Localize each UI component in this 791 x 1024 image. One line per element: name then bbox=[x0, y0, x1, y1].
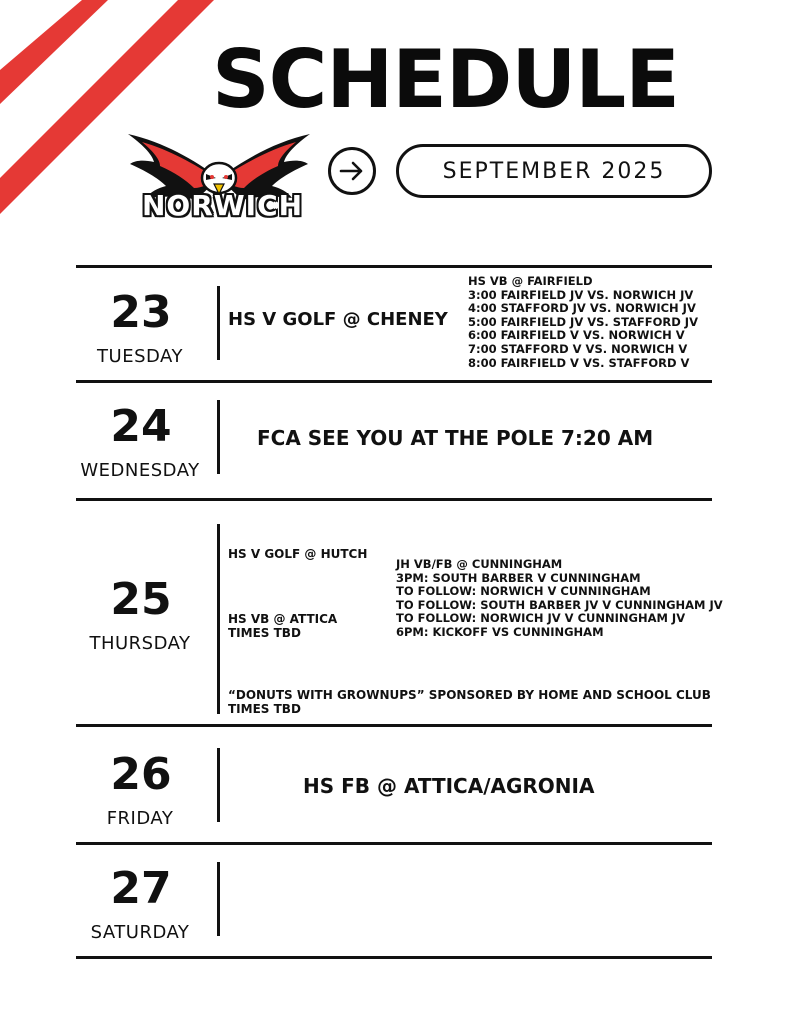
event-details-title: HS VB @ FAIRFIELD bbox=[468, 274, 593, 288]
day-name-saturday: SATURDAY bbox=[90, 922, 190, 943]
month-label bbox=[396, 144, 712, 198]
row-divider bbox=[76, 498, 712, 501]
event-donuts-title: “DONUTS WITH GROWNUPS” SPONSORED BY HOME AND SCHOOL CLUB bbox=[228, 688, 711, 702]
event-detail-line: 3:00 FAIRFIELD JV VS. NORWICH JV bbox=[468, 287, 694, 302]
event-donuts-times: TIMES TBD bbox=[228, 701, 301, 716]
day-name-friday: FRIDAY bbox=[106, 808, 174, 829]
row-divider bbox=[76, 956, 712, 959]
arrow-right-icon bbox=[339, 161, 365, 181]
event-fb-attica: HS FB @ ATTICA/AGRONIA bbox=[303, 774, 595, 798]
day-name-thursday: THURSDAY bbox=[89, 633, 191, 654]
event-detail-line: 8:00 FAIRFIELD V VS. STAFFORD V bbox=[468, 355, 690, 370]
event-jh-line: 6PM: KICKOFF VS CUNNINGHAM bbox=[396, 624, 604, 639]
logo-wordmark: NORWICH bbox=[142, 189, 304, 222]
event-donuts bbox=[228, 689, 711, 716]
event-jh-title: JH VB/FB @ CUNNINGHAM bbox=[396, 557, 563, 571]
month-text: SEPTEMBER 2025 bbox=[442, 158, 666, 184]
event-jh-line: 3PM: SOUTH BARBER V CUNNINGHAM bbox=[396, 570, 641, 585]
day-number-24: 24 bbox=[110, 401, 172, 452]
event-jh-cunningham bbox=[396, 558, 723, 640]
event-details-vb-fairfield bbox=[468, 275, 698, 370]
event-vb-attica-times: TIMES TBD bbox=[228, 625, 301, 640]
event-detail-line: 5:00 FAIRFIELD JV VS. STAFFORD JV bbox=[468, 314, 698, 329]
row-divider bbox=[76, 842, 712, 845]
day-name-wednesday: WEDNESDAY bbox=[80, 460, 200, 481]
event-fca-pole: FCA SEE YOU AT THE POLE 7:20 AM bbox=[257, 426, 654, 450]
row-divider bbox=[76, 380, 712, 383]
column-divider bbox=[217, 524, 220, 714]
event-jh-line: TO FOLLOW: NORWICH JV V CUNNINGHAM JV bbox=[396, 611, 686, 626]
event-detail-line: 6:00 FAIRFIELD V VS. NORWICH V bbox=[468, 328, 685, 343]
row-divider bbox=[76, 265, 712, 268]
event-detail-line: 4:00 STAFFORD JV VS. NORWICH JV bbox=[468, 301, 696, 316]
day-number-25: 25 bbox=[110, 574, 172, 625]
next-arrow-button[interactable] bbox=[328, 147, 376, 195]
event-jh-line: TO FOLLOW: NORWICH V CUNNINGHAM bbox=[396, 584, 651, 599]
day-name-tuesday: TUESDAY bbox=[97, 346, 183, 367]
event-golf-hutch: HS V GOLF @ HUTCH bbox=[228, 547, 368, 561]
row-divider bbox=[76, 724, 712, 727]
event-jh-line: TO FOLLOW: SOUTH BARBER JV V CUNNINGHAM JV bbox=[396, 597, 723, 612]
day-number-23: 23 bbox=[110, 287, 172, 338]
day-number-26: 26 bbox=[110, 749, 172, 800]
event-detail-line: 7:00 STAFFORD V VS. NORWICH V bbox=[468, 341, 688, 356]
day-number-27: 27 bbox=[110, 863, 172, 914]
page-title: SCHEDULE bbox=[212, 33, 679, 126]
event-vb-attica bbox=[228, 613, 337, 640]
event-vb-attica-title: HS VB @ ATTICA bbox=[228, 612, 338, 626]
event-golf-cheney: HS V GOLF @ CHENEY bbox=[228, 309, 448, 330]
